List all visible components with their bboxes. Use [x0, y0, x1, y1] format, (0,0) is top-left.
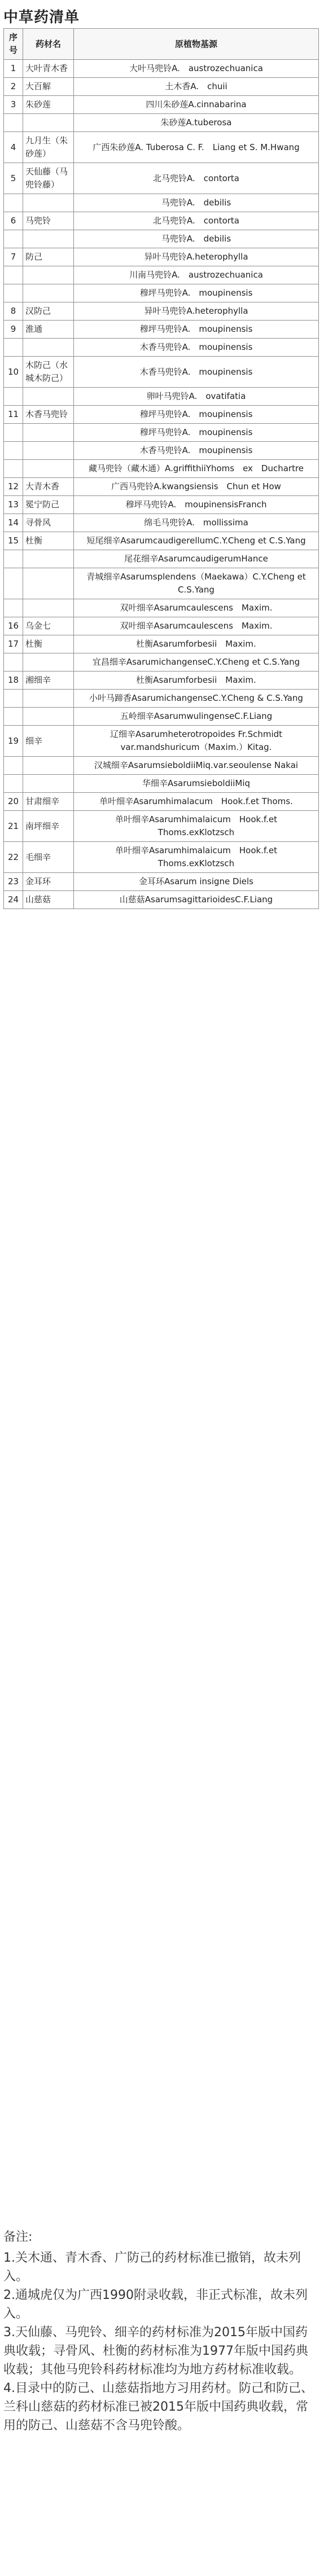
row-number [4, 550, 23, 568]
table-row [4, 442, 319, 460]
table-row [4, 266, 319, 284]
row-plant-source: 广西马兜铃A.kwangsiensis Chun et How [74, 478, 319, 496]
table-row [4, 514, 319, 532]
note-item-1: 1.关木通、青木香、广防己的药材标准已撤销，故未列入。 [3, 2251, 301, 2284]
row-herb-name: 木香马兜铃 [23, 406, 74, 424]
row-herb-name [23, 708, 74, 726]
row-number: 4 [4, 132, 23, 163]
row-plant-source: 木香马兜铃A. moupinensis [74, 442, 319, 460]
table-row [4, 672, 319, 690]
row-herb-name: 冕宁防己 [23, 496, 74, 514]
row-plant-source: 川南马兜铃A. austrozechuanica [74, 266, 319, 284]
table-row [4, 653, 319, 672]
row-plant-source: 马兜铃A. debilis [74, 230, 319, 248]
table-row [4, 726, 319, 757]
row-plant-source: 穆坪马兜铃A. moupinensis [74, 406, 319, 424]
row-number [4, 266, 23, 284]
row-plant-source: 五岭细辛AsarumwulingenseC.F.Liang [74, 708, 319, 726]
table-row [4, 230, 319, 248]
row-number [4, 388, 23, 406]
row-number [4, 230, 23, 248]
table-row [4, 194, 319, 212]
row-number [4, 114, 23, 132]
row-number: 8 [4, 302, 23, 321]
row-plant-source: 大叶马兜铃A. austrozechuanica [74, 60, 319, 78]
row-plant-source: 金耳环Asarum insigne Diels [74, 873, 319, 891]
row-plant-source: 北马兜铃A. contorta [74, 163, 319, 194]
row-plant-source: 双叶细辛Asarumcaulescens Maxim. [74, 617, 319, 635]
table-row [4, 96, 319, 114]
row-herb-name: 杜衡 [23, 532, 74, 550]
row-herb-name: 大百解 [23, 78, 74, 96]
row-herb-name: 乌金七 [23, 617, 74, 635]
row-herb-name [23, 339, 74, 357]
row-number: 2 [4, 78, 23, 96]
row-herb-name [23, 424, 74, 442]
row-plant-source: 杜衡Asarumforbesii Maxim. [74, 672, 319, 690]
row-plant-source: 朱砂莲A.tuberosa [74, 114, 319, 132]
row-herb-name [23, 442, 74, 460]
herb-table [3, 28, 319, 909]
notes-section [3, 2228, 317, 2435]
table-row [4, 811, 319, 842]
row-plant-source: 广西朱砂莲A. Tuberosa C. F. Liang et S. M.Hwang [74, 132, 319, 163]
row-number: 19 [4, 726, 23, 757]
table-row [4, 357, 319, 388]
row-number [4, 775, 23, 793]
table-row [4, 708, 319, 726]
row-number [4, 424, 23, 442]
row-plant-source: 木香马兜铃A. moupinensis [74, 339, 319, 357]
row-herb-name [23, 550, 74, 568]
row-number [4, 460, 23, 478]
row-plant-source: 异叶马兜铃A.heterophylla [74, 248, 319, 266]
notes-heading: 备注: [3, 2230, 33, 2244]
row-herb-name [23, 653, 74, 672]
row-plant-source: 藏马兜铃（藏木通）A.griffithiiYhoms ex Duchartre [74, 460, 319, 478]
row-number: 24 [4, 891, 23, 909]
table-row [4, 406, 319, 424]
row-plant-source: 单叶细辛Asarumhimalaicum Hook.f.et Thoms.exKlotzsch [74, 811, 319, 842]
row-number: 15 [4, 532, 23, 550]
row-number: 22 [4, 842, 23, 873]
row-herb-name: 朱砂莲 [23, 96, 74, 114]
row-plant-source: 华细辛AsarumsieboldiiMiq [74, 775, 319, 793]
row-plant-source: 绵毛马兜铃A. mollissima [74, 514, 319, 532]
row-plant-source: 木香马兜铃A. moupinensis [74, 357, 319, 388]
row-number [4, 708, 23, 726]
row-herb-name [23, 230, 74, 248]
row-plant-source: 卵叶马兜铃A. ovatifatia [74, 388, 319, 406]
row-herb-name: 大青木香 [23, 478, 74, 496]
row-herb-name [23, 194, 74, 212]
row-herb-name [23, 388, 74, 406]
row-number: 18 [4, 672, 23, 690]
row-herb-name: 细辛 [23, 726, 74, 757]
row-number [4, 284, 23, 302]
row-herb-name [23, 690, 74, 708]
row-herb-name: 淮通 [23, 321, 74, 339]
row-herb-name [23, 568, 74, 599]
row-herb-name: 汉防己 [23, 302, 74, 321]
table-row [4, 496, 319, 514]
row-herb-name: 金耳环 [23, 873, 74, 891]
row-number: 3 [4, 96, 23, 114]
note-item-4: 4.目录中的防己、山慈菇指地方习用药材。防己和防己、兰科山慈菇的药材标准已被2015年版中国药典收载，常用的防己、山慈菇不含马兜铃酸。 [3, 2381, 313, 2433]
table-row [4, 78, 319, 96]
row-number: 17 [4, 635, 23, 653]
row-herb-name [23, 266, 74, 284]
row-number: 10 [4, 357, 23, 388]
row-number [4, 690, 23, 708]
row-herb-name: 毛细辛 [23, 842, 74, 873]
row-herb-name: 防己 [23, 248, 74, 266]
table-row [4, 132, 319, 163]
table-row [4, 891, 319, 909]
row-herb-name: 湘细辛 [23, 672, 74, 690]
row-plant-source: 四川朱砂莲A.cinnabarina [74, 96, 319, 114]
row-number [4, 442, 23, 460]
row-herb-name: 寻骨风 [23, 514, 74, 532]
table-row [4, 757, 319, 775]
table-row [4, 321, 319, 339]
row-number: 13 [4, 496, 23, 514]
table-row [4, 248, 319, 266]
row-plant-source: 宜昌细辛AsarumichangenseC.Y.Cheng et C.S.Yang [74, 653, 319, 672]
row-herb-name [23, 284, 74, 302]
row-number [4, 339, 23, 357]
row-number: 12 [4, 478, 23, 496]
row-number [4, 568, 23, 599]
header-number: 序号 [4, 29, 23, 60]
table-row [4, 302, 319, 321]
row-number [4, 194, 23, 212]
row-plant-source: 双叶细辛Asarumcaulescens Maxim. [74, 599, 319, 617]
row-herb-name: 杜衡 [23, 635, 74, 653]
row-plant-source: 马兜铃A. debilis [74, 194, 319, 212]
row-herb-name: 南坪细辛 [23, 811, 74, 842]
note-item-3: 3.天仙藤、马兜铃、细辛的药材标准为2015年版中国药典收载；寻骨风、杜衡的药材标准为1977年版中国药典收载；其他马兜铃科药材标准均为地方药材标准收载。 [3, 2325, 308, 2377]
row-number [4, 757, 23, 775]
page-title: 中草药清单 [3, 9, 80, 26]
row-number: 5 [4, 163, 23, 194]
table-row [4, 388, 319, 406]
row-number: 23 [4, 873, 23, 891]
row-number: 14 [4, 514, 23, 532]
row-plant-source: 北马兜铃A. contorta [74, 212, 319, 230]
row-herb-name [23, 775, 74, 793]
row-plant-source: 汉城细辛AsarumsieboldiiMiq.var.seoulense Nakai [74, 757, 319, 775]
row-number: 7 [4, 248, 23, 266]
row-plant-source: 穆坪马兜铃A. moupinensis [74, 321, 319, 339]
row-number: 9 [4, 321, 23, 339]
row-number: 6 [4, 212, 23, 230]
table-row [4, 635, 319, 653]
row-plant-source: 土木香A. chuii [74, 78, 319, 96]
table-row [4, 532, 319, 550]
row-plant-source: 尾花细辛AsarumcaudigerumHance [74, 550, 319, 568]
row-plant-source: 穆坪马兜铃A. moupinensis [74, 284, 319, 302]
row-herb-name [23, 460, 74, 478]
row-plant-source: 单叶细辛Asarumhimalacum Hook.f.et Thoms. [74, 793, 319, 811]
table-row [4, 284, 319, 302]
table-row [4, 163, 319, 194]
table-row [4, 460, 319, 478]
table-row [4, 617, 319, 635]
row-plant-source: 单叶细辛Asarumhimalaicum Hook.f.et Thoms.exKlotzsch [74, 842, 319, 873]
row-number [4, 599, 23, 617]
row-plant-source: 辽细辛Asarumheterotropoides Fr.Schmidt var.mandshuricum（Maxim.）Kitag. [74, 726, 319, 757]
note-item-2: 2.通城虎仅为广西1990附录收载，非正式标准，故未列入。 [3, 2288, 308, 2321]
row-herb-name: 天仙藤（马兜铃藤） [23, 163, 74, 194]
table-row [4, 114, 319, 132]
row-herb-name: 马兜铃 [23, 212, 74, 230]
table-row [4, 793, 319, 811]
row-herb-name: 山慈菇 [23, 891, 74, 909]
row-number [4, 653, 23, 672]
table-row [4, 60, 319, 78]
row-plant-source: 杜衡Asarumforbesii Maxim. [74, 635, 319, 653]
row-number: 16 [4, 617, 23, 635]
row-number: 1 [4, 60, 23, 78]
table-row [4, 775, 319, 793]
row-herb-name [23, 114, 74, 132]
row-herb-name: 木防己（水城木防己） [23, 357, 74, 388]
table-row [4, 690, 319, 708]
table-row [4, 873, 319, 891]
row-herb-name [23, 757, 74, 775]
table-row [4, 478, 319, 496]
table-header-row [4, 29, 319, 60]
row-plant-source: 穆坪马兜铃A. moupinensisFranch [74, 496, 319, 514]
row-plant-source: 短尾细辛AsarumcaudigerellumC.Y.Cheng et C.S.Yang [74, 532, 319, 550]
row-herb-name [23, 599, 74, 617]
table-row [4, 842, 319, 873]
row-plant-source: 小叶马蹄香AsarumichangenseC.Y.Cheng & C.S.Yang [74, 690, 319, 708]
header-herb-name: 药材名 [23, 29, 74, 60]
row-herb-name: 大叶青木香 [23, 60, 74, 78]
table-body [4, 60, 319, 909]
table-row [4, 424, 319, 442]
table-row [4, 568, 319, 599]
table-row [4, 212, 319, 230]
row-number: 11 [4, 406, 23, 424]
table-row [4, 550, 319, 568]
table-row [4, 339, 319, 357]
row-plant-source: 山慈菇AsarumsagittarioidesC.F.Liang [74, 891, 319, 909]
row-herb-name: 甘肃细辛 [23, 793, 74, 811]
row-number: 21 [4, 811, 23, 842]
table-row [4, 599, 319, 617]
row-herb-name: 九月生（朱砂莲） [23, 132, 74, 163]
row-plant-source: 穆坪马兜铃A. moupinensis [74, 424, 319, 442]
row-plant-source: 青城细辛Asarumsplendens（Maekawa）C.Y.Cheng et C.S.Yang [74, 568, 319, 599]
row-number: 20 [4, 793, 23, 811]
row-plant-source: 异叶马兜铃A.heterophylla [74, 302, 319, 321]
header-plant-source: 原植物基源 [74, 29, 319, 60]
